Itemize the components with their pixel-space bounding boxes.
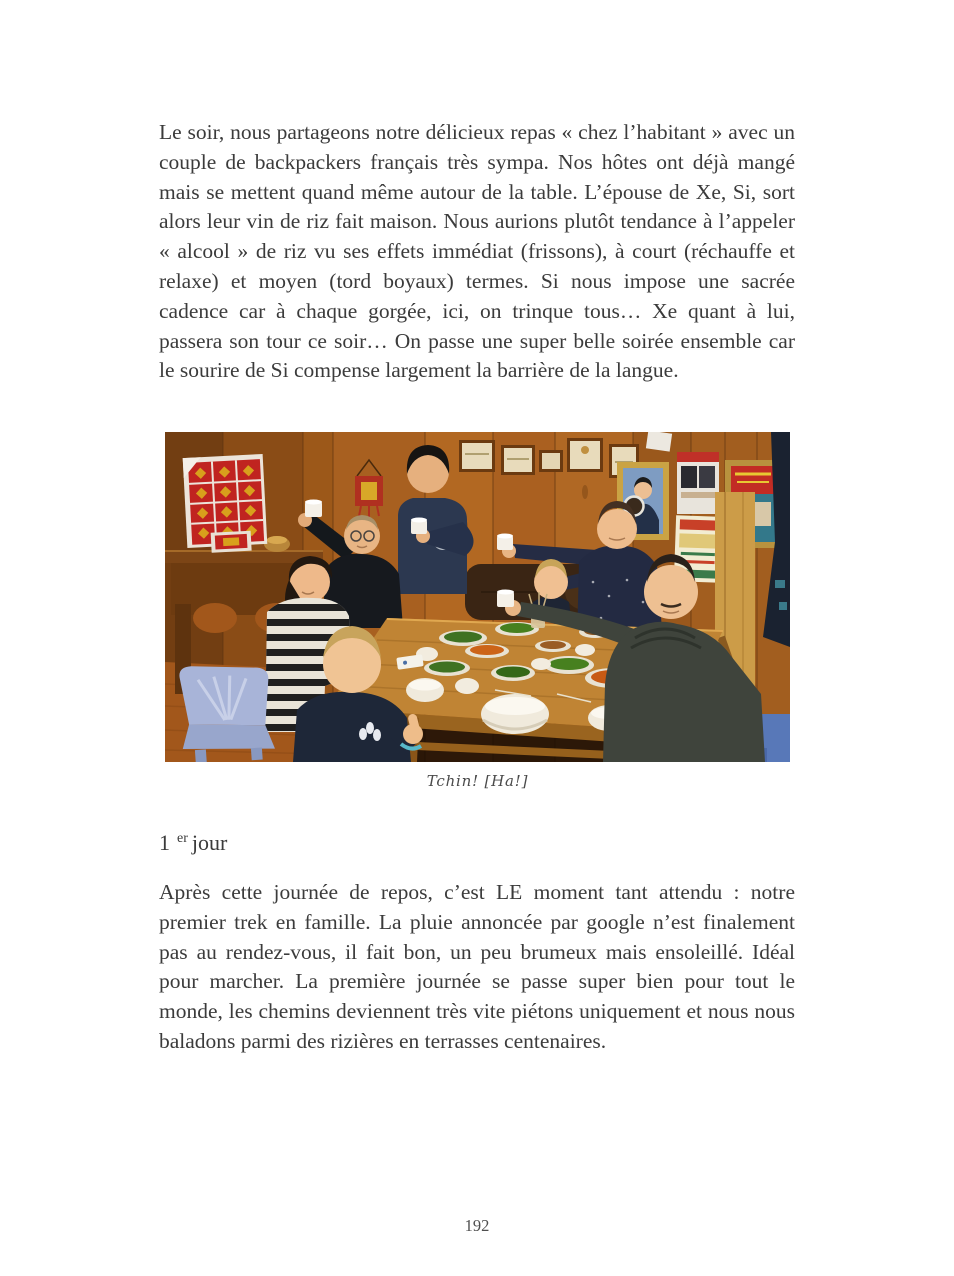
- photo-plastic-chair: [177, 661, 276, 762]
- paragraph-first-trek: Après cette journée de repos, c’est LE moment tant attendu : notre premier trek en famille. La pluie annoncée par google n’est finalement pas au rendez-vous, il fait bon, un peu brumeux mais ensoleillé. Idéal pour marcher. La première journée se passe super bien pour tout le monde, les chemins deviennent très vite piétons uniquement et nous nous baladons parmi des rizières en terrasses centenaires.: [159, 880, 795, 1053]
- day-label: jour: [191, 830, 228, 855]
- photo-figure: [165, 432, 790, 790]
- paragraph-evening-meal: Le soir, nous partageons notre délicieux repas « chez l’habitant » avec un couple de backpackers français très sympa. Nos hôtes ont déjà mangé mais se mettent quand même autour de la table. L’épouse de Xe, Si, sort alors leur vin de riz fait maison. Nous aurions plutôt tendance à l’appeler « alcool » de riz vu ses effets immédiat (frissons), à court (réchauffe et relaxe) et moyen (tord boyaux) termes. Si nous impose une sacrée cadence car à chaque gorgée, ici, on trinque tous… Xe quant à lui, passera son tour ce soir… On passe une super belle soirée ensemble car le sourire de Si compense largement la barrière de la langue.: [159, 120, 795, 383]
- photo-caption: Tchin! [Ha!]: [426, 772, 529, 790]
- day-ordinal: er: [177, 830, 188, 846]
- day-heading: [159, 830, 227, 856]
- day-number: 1: [159, 830, 170, 855]
- photo-red-ornament: [183, 454, 268, 554]
- page-number: 192: [464, 1216, 490, 1235]
- photo-illustration: [165, 432, 790, 762]
- dinner-photo: [165, 432, 790, 762]
